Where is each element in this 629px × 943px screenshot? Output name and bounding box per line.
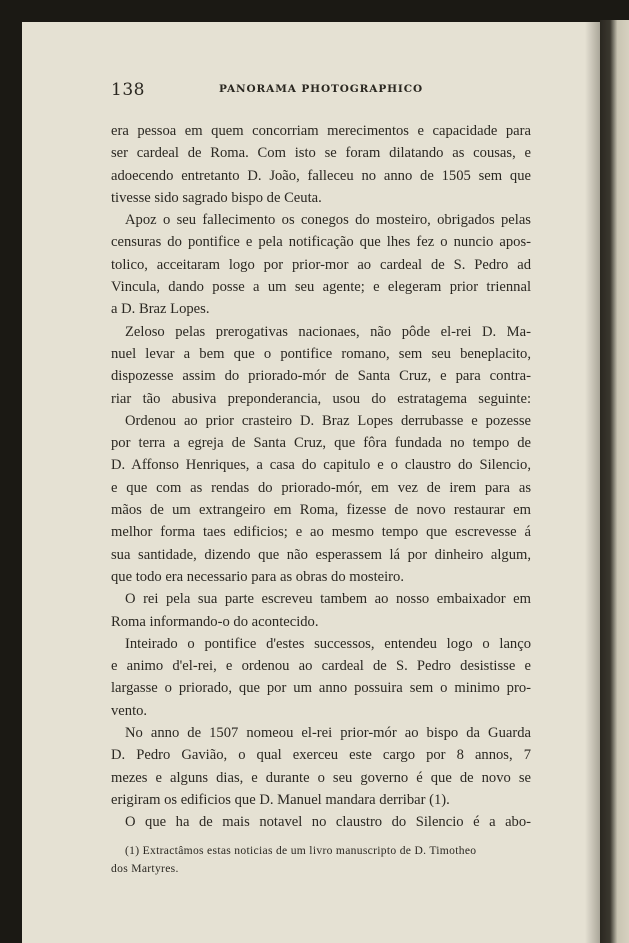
text-line: Roma informando-o do acontecido. bbox=[111, 613, 319, 630]
text-line: e que com as rendas do priorado-mór, em vez de irem para as bbox=[111, 479, 531, 496]
gutter-shadow bbox=[585, 22, 600, 943]
footnote bbox=[111, 842, 531, 878]
text-line: Ordenou ao prior crasteiro D. Braz Lopes derrubasse e pozesse bbox=[125, 412, 531, 429]
text-line: que todo era necessario para as obras do mosteiro. bbox=[111, 568, 404, 585]
text-line: adoecendo entretanto D. João, falleceu no anno de 1505 sem que bbox=[111, 167, 531, 184]
text-line: dispozesse assim do priorado-mór de Santa Cruz, e para contra- bbox=[111, 368, 531, 385]
footnote-line: (1) Extractâmos estas noticias de um livro manuscripto de D. Timotheo bbox=[125, 843, 477, 857]
text-line: D. Pedro Gavião, o qual exerceu este cargo por 8 annos, 7 bbox=[111, 747, 531, 764]
text-line: O rei pela sua parte escreveu tambem ao nosso embaixador em bbox=[125, 591, 531, 608]
text-line: mezes e alguns dias, e durante o seu governo é que de novo se bbox=[111, 769, 531, 786]
text-line: ser cardeal de Roma. Com isto se foram dilatando as cousas, e bbox=[111, 145, 531, 162]
text-line: No anno de 1507 nomeou el-rei prior-mór ao bispo da Guarda bbox=[125, 725, 531, 742]
text-line: erigiram os edificios que D. Manuel mandara derribar (1). bbox=[111, 791, 450, 808]
text-line: largasse o priorado, que por um anno possuira sem o minimo pro- bbox=[111, 680, 531, 697]
text-line: por terra a egreja de Santa Cruz, que fôra fundada no tempo de bbox=[111, 435, 531, 452]
page-number: 138 bbox=[111, 80, 145, 100]
text-line: tolico, acceitaram logo por prior-mor ao cardeal de S. Pedro ad bbox=[111, 256, 531, 273]
text-line: era pessoa em quem concorriam merecimentos e capacidade para bbox=[111, 123, 531, 139]
body-text bbox=[111, 120, 531, 834]
text-line: Vincula, dando posse a um seu agente; e elegeram prior triennal bbox=[111, 279, 531, 296]
text-line: e animo d'el-rei, e ordenou ao cardeal de S. Pedro desistisse e bbox=[111, 658, 531, 675]
text-line: Apoz o seu fallecimento os conegos do mosteiro, obrigados pelas bbox=[125, 212, 531, 229]
text-line: riar tão abusiva preponderancia, usou do estratagema seguinte: bbox=[111, 390, 531, 407]
facing-page-edge bbox=[600, 20, 629, 943]
text-line: censuras do pontifice e pela notificação que lhes fez o nuncio apos- bbox=[111, 234, 531, 251]
running-title: PANORAMA PHOTOGRAPHICO bbox=[218, 83, 424, 95]
footnote-line: dos Martyres. bbox=[111, 861, 179, 875]
text-line: melhor forma taes edificios; e ao mesmo tempo que escrevesse á bbox=[111, 524, 531, 541]
text-line: D. Affonso Henriques, a casa do capitulo e o claustro do Silencio, bbox=[111, 457, 531, 474]
text-line: nuel levar a bem que o pontifice romano, sem seu beneplacito, bbox=[111, 345, 531, 362]
text-line: vento. bbox=[111, 702, 148, 719]
text-line: Zeloso pelas prerogativas nacionaes, não pôde el-rei D. Ma- bbox=[125, 323, 531, 340]
page-content bbox=[111, 80, 531, 878]
text-line: tivesse sido sagrado bispo de Ceuta. bbox=[111, 189, 322, 206]
text-line: O que ha de mais notavel no claustro do Silencio é a abo- bbox=[125, 814, 531, 831]
text-line: sua santidade, dizendo que não esperassem lá por dinheiro algum, bbox=[111, 546, 531, 563]
running-head bbox=[111, 80, 531, 104]
text-line: a D. Braz Lopes. bbox=[111, 301, 210, 318]
text-line: mãos de um extrangeiro em Roma, fizesse de novo restaurar em bbox=[111, 502, 531, 519]
text-line: Inteirado o pontifice d'estes successos, entendeu logo o lanço bbox=[125, 635, 531, 652]
